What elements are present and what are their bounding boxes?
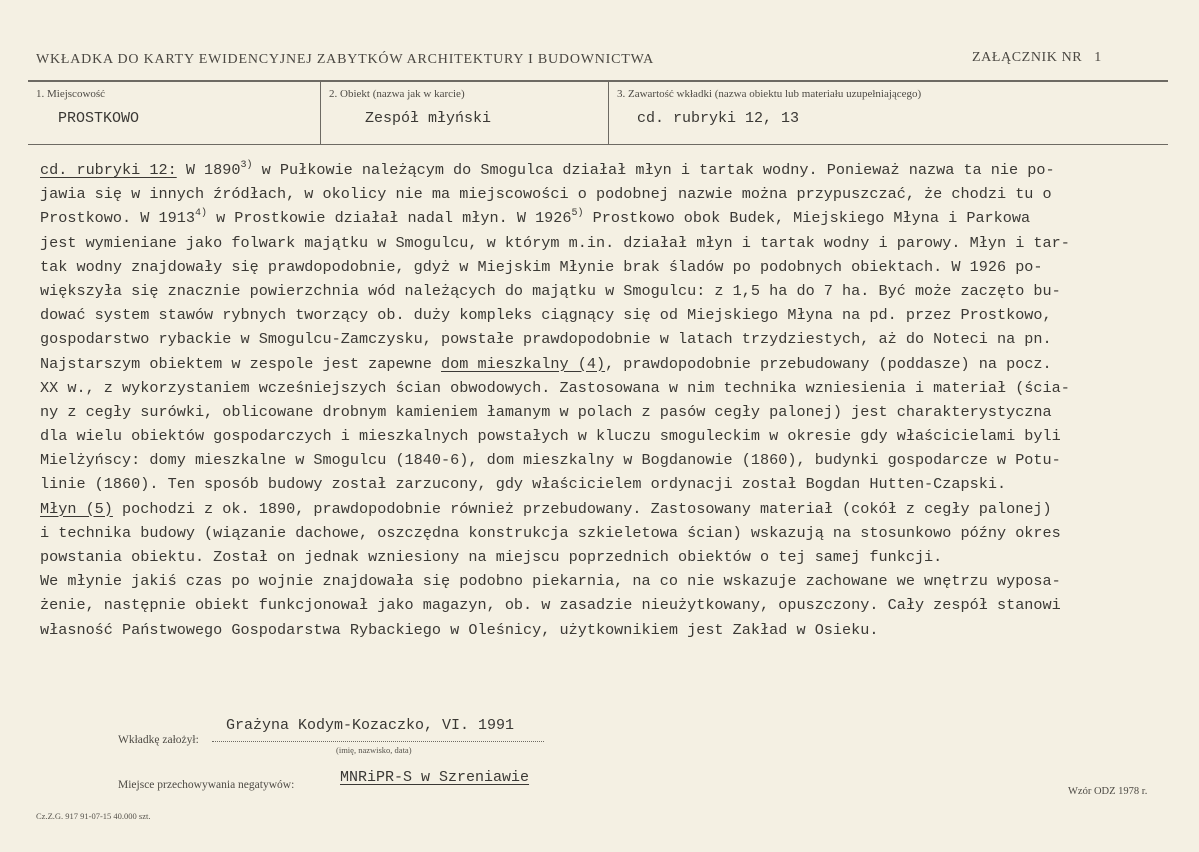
text-line: tak wodny znajdowały się prawdopodobnie, gdyż w Miejskim Młynie brak śladów po podobnych obiektach. W 1926 po-: [40, 257, 1043, 276]
text-line: jawia się w innych źródłach, w okolicy nie ma miejscowości o podobnej nazwie można przypuszczać, że chodzi tu o: [40, 185, 1052, 204]
footnote-ref: 3): [240, 160, 253, 171]
content-value: cd. rubryki 12, 13: [637, 110, 800, 127]
text-span: Prostkowo obok Budek, Miejskiego Młyna i Parkowa: [583, 209, 1031, 228]
created-by-line: [212, 741, 544, 742]
text-line: dla wielu obiektów gospodarczych i mieszkalnych powstałych w kluczu smoguleckim w okresie gdy właścicielami byli: [40, 427, 1061, 446]
created-by-value: Grażyna Kodym-Kozaczko, VI. 1991: [226, 717, 515, 734]
locality-field: [28, 82, 320, 144]
text-line: Mielżyńscy: domy mieszkalne w Smogulcu (1840-6), dom mieszkalny w Bogdanowie (1860), budynki gospodarcze w Potu-: [40, 451, 1061, 470]
text-line: [40, 206, 1170, 230]
object-label: 2. Obiekt (nazwa jak w karcie): [329, 88, 465, 100]
text-line: [40, 497, 1170, 521]
content-label: 3. Zawartość wkładki (nazwa obiektu lub materiału uzupełniającego): [617, 88, 922, 100]
text-span: w Prostkowie działał nadal młyn. W 1926: [206, 209, 572, 228]
text-line: [40, 352, 1170, 376]
text-line: We młynie jakiś czas po wojnie znajdowała się podobno piekarnia, na co nie wskazuje zachowane we wnętrzu wyposa-: [40, 572, 1061, 591]
text-line: ny z cegły surówki, oblicowane drobnym kamieniem łamanym w polach z pasów cegły palonej) jest charakterystyczna: [40, 402, 1052, 421]
locality-label: 1. Miejscowość: [36, 88, 106, 100]
object-field: [320, 82, 608, 144]
print-info: Cz.Z.G. 917 91-07-15 40.000 szt.: [36, 811, 151, 821]
text-span: w Pułkowie należącym do Smogulca działał młyn i tartak wodny. Ponieważ nazwa ta nie po-: [252, 161, 1055, 179]
annex-label: ZAŁĄCZNIK NR: [972, 50, 1083, 65]
text-line: powstania obiektu. Został on jednak wzniesiony na miejscu poprzednich obiektów o tej samej funkcji.: [40, 548, 943, 566]
text-span: Najstarszym obiektem w zespole jest zapewne: [40, 354, 442, 373]
text-line: gospodarstwo rybackie w Smogulcu-Zamczysku, powstałe prawdopodobnie w latach trzydziestych, aż do Noteci na pn.: [40, 330, 1052, 349]
document-title: WKŁADKA DO KARTY EWIDENCYJNEJ ZABYTKÓW ARCHITEKTURY I BUDOWNICTWA: [36, 52, 654, 67]
text-line: żenie, następnie obiekt funkcjonował jako magazyn, ob. w zasadzie nieużytkowany, opuszczony. Cały zespół stanowi: [40, 596, 1061, 615]
locality-value: PROSTKOWO: [58, 110, 140, 127]
text-line: [40, 158, 1170, 182]
content-field: [608, 82, 1168, 144]
text-span: Prostkowo. W 1913: [40, 209, 195, 228]
fields-row: [28, 82, 1168, 145]
text-line: własność Państwowego Gospodarstwa Rybackiego w Oleśnicy, użytkownikiem jest Zakład w Osieku.: [40, 620, 879, 639]
text-line: jest wymieniane jako folwark majątku w Smogulcu, w którym m.in. działał młyn i tartak wodny i parowy. Młyn i tar-: [40, 233, 1070, 252]
text-line: XX w., z wykorzystaniem wcześniejszych ścian obwodowych. Zastosowana w nim technika wzniesienia i materiał (ścia-: [40, 378, 1070, 397]
text-line: dować system stawów rybnych tworzący ob. duży kompleks ciągnący się od Miejskiego Młyna na pd. przez Prostkowo,: [40, 306, 1052, 325]
negative-storage-label: Miejsce przechowywania negatywów:: [118, 779, 295, 791]
object-reference-house: dom mieszkalny (4): [441, 354, 606, 373]
footnote-ref: 4): [194, 208, 207, 220]
text-line: większyła się znacznie powierzchnia wód należących do majątku w Smogulcu: z 1,5 ha do 7 ha. Być może zaczęto bu-: [40, 281, 1061, 300]
object-reference-mill: Młyn (5): [40, 499, 113, 518]
object-value: Zespół młyński: [365, 110, 492, 127]
text-span: W 1890: [176, 161, 241, 179]
footnote-ref: 5): [571, 208, 584, 220]
text-span: , prawdopodobnie przebudowany (poddasze) na pocz.: [605, 354, 1052, 373]
negative-storage-value: MNRiPR-S w Szreniawie: [340, 769, 530, 786]
typed-body-text: [40, 158, 1170, 642]
template-info: Wzór ODZ 1978 r.: [1068, 786, 1148, 797]
created-by-label: Wkładkę założył:: [118, 734, 199, 746]
text-line: i technika budowy (wiązanie dachowe, oszczędna konstrukcja szkieletowa ścian) wskazują na stosunkowo późny okres: [40, 523, 1061, 542]
annex-number-value: 1: [1094, 50, 1102, 65]
section-reference: cd. rubryki 12:: [40, 161, 177, 179]
text-line: linie (1860). Ten sposób budowy został zarzucony, gdy właścicielem ordynacji został Bogdan Hutten-Czapski.: [40, 475, 1007, 494]
text-span: pochodzi z ok. 1890, prawdopodobnie również przebudowany. Zastosowany materiał (cokół z cegły palonej): [112, 499, 1052, 518]
annex-number: [972, 50, 1102, 66]
created-by-hint: (imię, nazwisko, data): [336, 745, 412, 755]
